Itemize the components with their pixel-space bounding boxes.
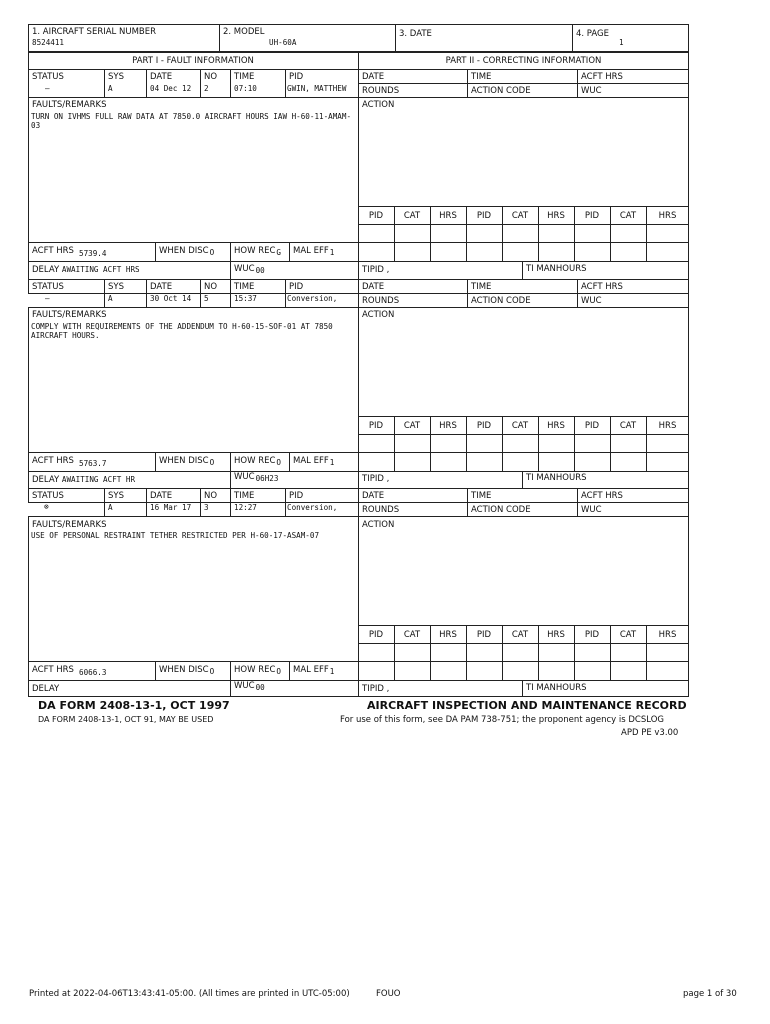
grid-pid-label: PID (368, 630, 384, 640)
acft-hrs-value: 5763.7 (79, 459, 107, 468)
serial-number-label: 1. AIRCRAFT SERIAL NUMBER (32, 27, 157, 37)
faults-label: FAULTS/REMARKS (32, 100, 107, 110)
acft-hrs-label: ACFT HRS (32, 246, 74, 256)
time-value: 07:10 (234, 84, 257, 93)
no-label: NO (204, 491, 218, 501)
date-label: 3. DATE (399, 29, 432, 39)
acft-hrs-label: ACFT HRS (32, 665, 74, 675)
no-value: 2 (204, 84, 209, 93)
acft-hrs-label: ACFT HRS (32, 456, 74, 466)
grid-cat-label: CAT (511, 421, 529, 431)
faults-text: USE OF PERSONAL RESTRAINT TETHER RESTRICTED PER H-60-17-ASAM-07 (31, 531, 320, 540)
grid-pid-label: PID (476, 421, 492, 431)
no-value: 5 (204, 294, 209, 303)
faults-text: TURN ON IVHMS FULL RAW DATA AT 7850.0 AIRCRAFT HOURS IAW H-60-11-AMAM-03 (31, 112, 352, 130)
time-value: 12:27 (234, 503, 257, 512)
ti-manhours-label: TI MANHOURS (526, 683, 587, 693)
sys-label: SYS (108, 282, 124, 292)
grid-cat-label: CAT (619, 421, 637, 431)
status-value: – (45, 84, 50, 93)
date-value: 16 Mar 17 (150, 503, 192, 512)
sys-label: SYS (108, 491, 124, 501)
pid-label: PID (289, 72, 304, 82)
date-value: 30 Oct 14 (150, 294, 192, 303)
grid-cat-label: CAT (403, 630, 421, 640)
rounds-label: ROUNDS (362, 296, 400, 306)
grid-pid-label: PID (476, 211, 492, 221)
tipid-label: TIPID , (362, 265, 390, 275)
grid-cat-label: CAT (403, 211, 421, 221)
grid-hrs-label: HRS (439, 211, 457, 221)
grid-hrs-label: HRS (658, 421, 677, 431)
form-name: DA FORM 2408-13-1, OCT 1997 (38, 699, 230, 712)
printed-timestamp: Printed at 2022-04-06T13:43:41-05:00. (All times are printed in UTC-05:00) (29, 989, 350, 999)
version-note: APD PE v3.00 (621, 728, 679, 738)
pid-label: PID (289, 282, 304, 292)
grid-pid-label: PID (368, 211, 384, 221)
ti-manhours-label: TI MANHOURS (526, 264, 587, 274)
grid-pid-label: PID (584, 211, 600, 221)
when-disc-label: WHEN DISCO (159, 665, 215, 676)
grid-hrs-label: HRS (547, 211, 565, 221)
acft-hrs-value: 5739.4 (79, 249, 107, 258)
grid-pid-label: PID (368, 421, 384, 431)
wuc-label: WUC06H23 (234, 472, 279, 483)
page-label: 4. PAGE (576, 29, 610, 39)
model-label: 2. MODEL (223, 27, 265, 37)
status-value: ⊗ (44, 502, 49, 511)
sys-value: A (108, 294, 113, 303)
p2-acft-hrs-label: ACFT HRS (581, 491, 623, 501)
pid-value: GWIN, MATTHEW (287, 84, 347, 93)
how-rec-label: HOW RECG (234, 246, 281, 257)
pid-label: PID (289, 491, 304, 501)
record-title: AIRCRAFT INSPECTION AND MAINTENANCE RECORD (367, 699, 687, 712)
time-label: TIME (234, 72, 255, 82)
grid-cat-label: CAT (619, 630, 637, 640)
status-value: — (45, 294, 50, 303)
when-disc-label: WHEN DISCO (159, 456, 215, 467)
grid-pid-label: PID (584, 421, 600, 431)
delay-label: DELAY AWAITING ACFT HR (32, 475, 136, 485)
action-code-label: ACTION CODE (471, 296, 531, 306)
form-old-note: DA FORM 2408-13-1, OCT 91, MAY BE USED (38, 715, 214, 724)
grid-hrs-label: HRS (547, 421, 565, 431)
mal-eff-label: MAL EFF1 (293, 456, 335, 467)
grid-cat-label: CAT (511, 630, 529, 640)
time-label: TIME (234, 282, 255, 292)
p2-date-label: DATE (362, 491, 385, 501)
model-value: UH-60A (269, 38, 297, 47)
delay-label: DELAY (32, 684, 60, 694)
action-label: ACTION (362, 310, 395, 320)
grid-pid-label: PID (584, 630, 600, 640)
action-label: ACTION (362, 520, 395, 530)
grid-hrs-label: HRS (439, 421, 457, 431)
mal-eff-label: MAL EFF1 (293, 665, 335, 676)
p2-time-label: TIME (471, 72, 492, 82)
grid-hrs-label: HRS (658, 211, 677, 221)
faults-label: FAULTS/REMARKS (32, 520, 107, 530)
no-label: NO (204, 282, 218, 292)
sys-label: SYS (108, 72, 124, 82)
time-label: TIME (234, 491, 255, 501)
p2-acft-hrs-label: ACFT HRS (581, 72, 623, 82)
status-label: STATUS (32, 282, 64, 292)
tipid-label: TIPID , (362, 474, 390, 484)
no-value: 3 (204, 503, 209, 512)
wuc-label: WUC00 (234, 681, 265, 692)
action-code-label: ACTION CODE (471, 505, 531, 515)
status-label: STATUS (32, 491, 64, 501)
grid-cat-label: CAT (619, 211, 637, 221)
p2-acft-hrs-label: ACFT HRS (581, 282, 623, 292)
grid-pid-label: PID (476, 630, 492, 640)
date-label: DATE (150, 72, 173, 82)
rounds-label: ROUNDS (362, 505, 400, 515)
classification-marking: FOUO (376, 989, 401, 999)
part1-title: PART I - FAULT INFORMATION (132, 56, 254, 66)
part2-title: PART II - CORRECTING INFORMATION (445, 56, 602, 66)
p2-wuc-label: WUC (581, 296, 602, 306)
acft-hrs-value: 6066.3 (79, 668, 107, 677)
page-value: 1 (619, 38, 624, 47)
delay-label: DELAY AWAITING ACFT HRS (32, 265, 140, 275)
how-rec-label: HOW RECO (234, 456, 281, 467)
serial-number-value: 8524411 (32, 38, 65, 47)
no-label: NO (204, 72, 218, 82)
mal-eff-label: MAL EFF1 (293, 246, 335, 257)
pid-value: Conversion, (287, 294, 338, 303)
p2-date-label: DATE (362, 72, 385, 82)
when-disc-label: WHEN DISCO (159, 246, 215, 257)
grid-hrs-label: HRS (439, 630, 457, 640)
p2-wuc-label: WUC (581, 86, 602, 96)
faults-label: FAULTS/REMARKS (32, 310, 107, 320)
ti-manhours-label: TI MANHOURS (526, 473, 587, 483)
grid-hrs-label: HRS (547, 630, 565, 640)
faults-text: COMPLY WITH REQUIREMENTS OF THE ADDENDUM TO H-60-15-SOF-01 AT 7850 AIRCRAFT HOURS. (31, 322, 333, 340)
p2-wuc-label: WUC (581, 505, 602, 515)
action-label: ACTION (362, 100, 395, 110)
grid-hrs-label: HRS (658, 630, 677, 640)
pid-value: Conversion, (287, 503, 338, 512)
sys-value: A (108, 503, 113, 512)
grid-cat-label: CAT (511, 211, 529, 221)
usage-note: For use of this form, see DA PAM 738-751; the proponent agency is DCSLOG (340, 715, 664, 725)
time-value: 15:37 (234, 294, 257, 303)
date-label: DATE (150, 491, 173, 501)
sys-value: A (108, 84, 113, 93)
grid-cat-label: CAT (403, 421, 421, 431)
status-label: STATUS (32, 72, 64, 82)
date-value: 04 Dec 12 (150, 84, 192, 93)
page-count: page 1 of 30 (683, 989, 737, 999)
date-label: DATE (150, 282, 173, 292)
action-code-label: ACTION CODE (471, 86, 531, 96)
p2-time-label: TIME (471, 282, 492, 292)
wuc-label: WUC00 (234, 264, 265, 275)
how-rec-label: HOW RECO (234, 665, 281, 676)
p2-time-label: TIME (471, 491, 492, 501)
p2-date-label: DATE (362, 282, 385, 292)
rounds-label: ROUNDS (362, 86, 400, 96)
tipid-label: TIPID , (362, 684, 390, 694)
